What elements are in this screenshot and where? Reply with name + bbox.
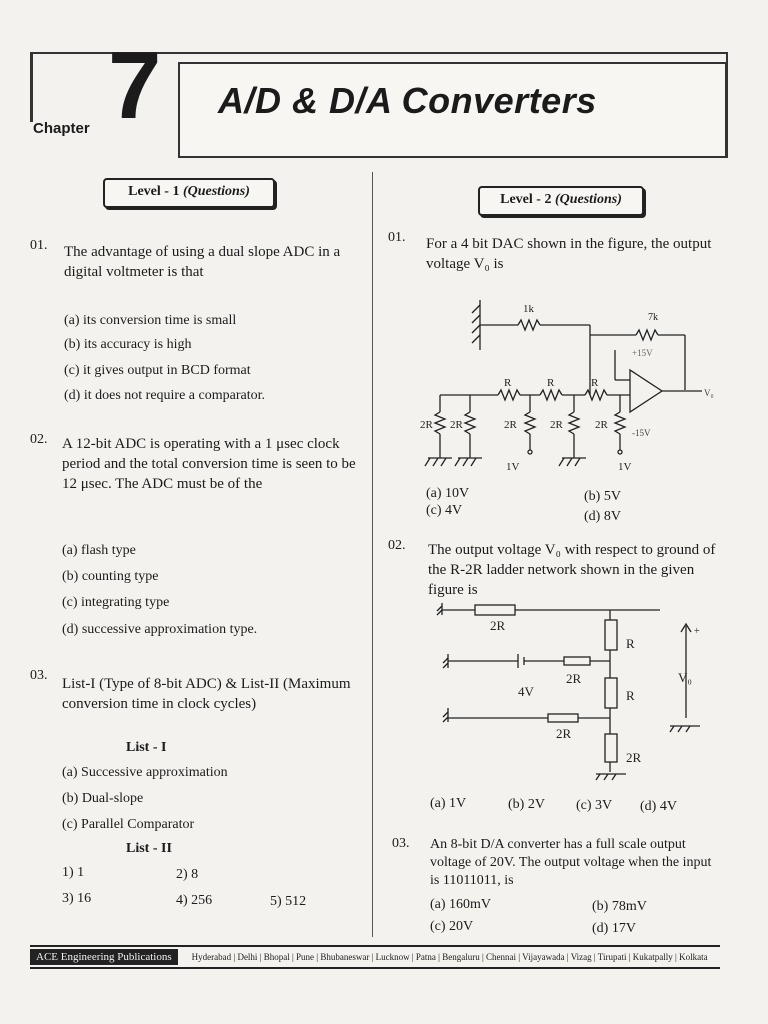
option: (c) integrating type (62, 595, 170, 610)
question-number: 03. (30, 668, 48, 683)
label-2r: 2R (490, 618, 506, 633)
question-text: The advantage of using a dual slope ADC in a digital voltmeter is that (64, 244, 341, 280)
label-1v: 1V (506, 461, 520, 473)
label-r: R (626, 688, 635, 703)
label-vneg: -15V (632, 428, 651, 438)
label-vpos: +15V (632, 348, 653, 358)
label-vo: V₀ (704, 388, 714, 398)
branch-cities: Hyderabad | Delhi | Bhopal | Pune | Bhubaneswar | Lucknow | Patna | Bengaluru | Chennai | Vijayawada | Vizag | Tirupati | Kukatpally | Kolkata (191, 952, 708, 962)
label-vo: V₀ (678, 670, 692, 685)
question-number: 03. (392, 836, 410, 851)
option: (d) 8V (584, 509, 621, 524)
option: (a) 10V (426, 486, 470, 501)
label-4v: 4V (518, 684, 534, 699)
level-1-banner (103, 178, 275, 208)
label-2r: 2R (450, 419, 463, 431)
chapter-title: A/D & D/A Converters (218, 80, 597, 121)
list-1-item: (b) Dual-slope (62, 791, 144, 806)
option: (d) it does not require a comparator. (64, 388, 265, 403)
option: (b) 2V (508, 797, 545, 812)
list-2-item: 3) 16 (62, 891, 92, 906)
option: (a) 160mV (430, 897, 492, 912)
list-1-item: (c) Parallel Comparator (62, 817, 195, 832)
chapter-number: 7 (108, 32, 162, 139)
level-2-prefix: Level - 2 (500, 192, 555, 207)
option: (d) 17V (592, 921, 636, 936)
option: (c) it gives output in BCD format (64, 363, 251, 378)
option: (b) its accuracy is high (64, 337, 192, 352)
question-text: An 8-bit D/A converter has a full scale output voltage of 20V. The output voltage when the input is 11011011, is (430, 837, 712, 888)
label-2r: 2R (566, 671, 582, 686)
publisher-name: ACE Engineering Publications (30, 949, 178, 965)
level-2-banner (478, 186, 644, 216)
label-r: R (504, 377, 512, 389)
option: (c) 3V (576, 798, 613, 813)
option: (a) 1V (430, 796, 467, 811)
label-plus: + (694, 626, 700, 637)
label-1k: 1k (523, 303, 534, 315)
question-number: 01. (388, 230, 406, 245)
question-number: 01. (30, 238, 48, 253)
label-2r: 2R (556, 726, 572, 741)
question-text: For a 4 bit DAC shown in the figure, the output voltage V₀ is (426, 236, 712, 272)
question-number: 02. (30, 432, 48, 447)
label-2r: 2R (420, 419, 433, 431)
list-1-item: (a) Successive approximation (62, 765, 228, 780)
level-2-suffix: (Questions) (554, 192, 622, 207)
column-divider (372, 172, 373, 937)
list-2-item: 1) 1 (62, 865, 85, 880)
ladder-circuit-figure (430, 598, 720, 788)
question-text: A 12-bit ADC is operating with a 1 μsec clock period and the total conversion time is seen to be 12 μsec. The ADC must be of the (62, 436, 356, 492)
option: (b) 78mV (592, 899, 647, 914)
label-r: R (626, 636, 635, 651)
level-1-prefix: Level - 1 (128, 184, 183, 199)
label-2r: 2R (504, 419, 517, 431)
dac-circuit-figure (410, 290, 720, 480)
level-1-suffix: (Questions) (182, 184, 250, 199)
label-2r: 2R (550, 419, 563, 431)
option: (a) its conversion time is small (64, 313, 237, 328)
label-rf: 7k (648, 312, 658, 323)
question-text: The output voltage V₀ with respect to ground of the R-2R ladder network shown in the given figure is (428, 542, 716, 598)
option: (a) flash type (62, 543, 136, 558)
option: (b) 5V (584, 489, 621, 504)
question-number: 02. (388, 538, 406, 553)
option: (d) 4V (640, 799, 677, 814)
option: (d) successive approximation type. (62, 622, 258, 637)
list-2-title: List - II (126, 841, 172, 856)
list-2-item: 4) 256 (176, 893, 213, 908)
list-1-title: List - I (126, 740, 167, 755)
chapter-frame-edge (30, 52, 33, 122)
footer (30, 945, 720, 969)
label-r: R (547, 377, 555, 389)
list-2-item: 2) 8 (176, 867, 199, 882)
option: (b) counting type (62, 569, 159, 584)
label-r: R (591, 377, 599, 389)
option: (c) 20V (430, 919, 474, 934)
chapter-label: Chapter (33, 120, 90, 137)
label-2r: 2R (626, 750, 642, 765)
label-1v: 1V (618, 461, 632, 473)
list-2-item: 5) 512 (270, 894, 307, 909)
option: (c) 4V (426, 503, 463, 518)
question-text: List-I (Type of 8-bit ADC) & List-II (Maximum conversion time in clock cycles) (62, 676, 351, 712)
label-2r: 2R (595, 419, 608, 431)
